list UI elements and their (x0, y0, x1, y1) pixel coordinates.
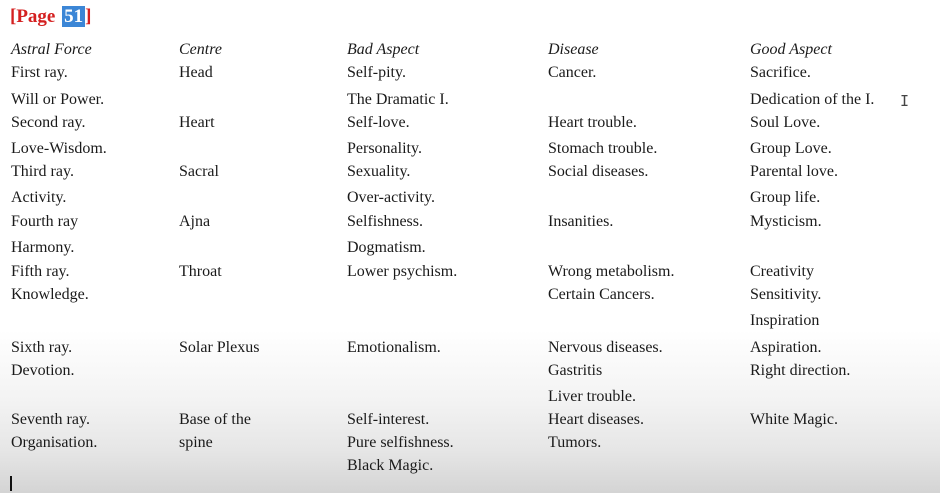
table-cell: Wrong metabolism. (548, 263, 675, 280)
table-cell: Self-pity. (347, 64, 406, 81)
table-cell: Seventh ray. (11, 411, 90, 428)
table-cell: Dogmatism. (347, 239, 426, 256)
table-cell: Group Love. (750, 140, 832, 157)
table-cell: Liver trouble. (548, 388, 636, 405)
page-marker-close: ] (85, 6, 92, 27)
table-cell: Sexuality. (347, 163, 411, 180)
table-cell: Heart (179, 114, 215, 131)
column-header-astral-force: Astral Force (11, 41, 92, 58)
table-cell: Organisation. (11, 434, 98, 451)
table-cell: Fifth ray. (11, 263, 70, 280)
table-cell: Sensitivity. (750, 286, 822, 303)
table-cell: Knowledge. (11, 286, 89, 303)
table-cell: Self-interest. (347, 411, 430, 428)
table-cell: Soul Love. (750, 114, 821, 131)
table-cell: Stomach trouble. (548, 140, 658, 157)
table-cell: Self-love. (347, 114, 410, 131)
table-cell: Fourth ray (11, 213, 79, 230)
page-marker (10, 6, 91, 28)
ibeam-cursor-icon: I (900, 92, 910, 110)
column-header-bad-aspect: Bad Aspect (347, 41, 420, 58)
table-cell: Right direction. (750, 362, 851, 379)
table-cell: Emotionalism. (347, 339, 441, 356)
table-cell: Throat (179, 263, 222, 280)
table-cell: The Dramatic I. (347, 91, 449, 108)
table-cell: Head (179, 64, 213, 81)
table-cell: Black Magic. (347, 457, 434, 474)
table-cell: Aspiration. (750, 339, 822, 356)
table-cell: Lower psychism. (347, 263, 458, 280)
table-cell: Sacral (179, 163, 219, 180)
table-cell: Tumors. (548, 434, 602, 451)
table-cell: Over-activity. (347, 189, 435, 206)
table-cell: Solar Plexus (179, 339, 260, 356)
table-cell: Creativity (750, 263, 814, 280)
table-cell: spine (179, 434, 213, 451)
table-cell: Will or Power. (11, 91, 105, 108)
table-cell: Dedication of the I. (750, 91, 875, 108)
column-header-centre: Centre (179, 41, 222, 58)
table-cell: Gastritis (548, 362, 603, 379)
table-cell: Nervous diseases. (548, 339, 663, 356)
table-cell: White Magic. (750, 411, 838, 428)
table-cell: Heart diseases. (548, 411, 644, 428)
table-cell: Social diseases. (548, 163, 649, 180)
table-cell: Sacrifice. (750, 64, 811, 81)
table-cell: Ajna (179, 213, 211, 230)
table-cell: Personality. (347, 140, 422, 157)
table-cell: Second ray. (11, 114, 86, 131)
table-cell: Parental love. (750, 163, 838, 180)
table-cell: Sixth ray. (11, 339, 73, 356)
table-cell: Devotion. (11, 362, 75, 379)
table-cell: First ray. (11, 64, 68, 81)
table-cell: Activity. (11, 189, 67, 206)
table-cell: Heart trouble. (548, 114, 637, 131)
table-cell: Pure selfishness. (347, 434, 454, 451)
page-number-highlight: 51 (64, 6, 84, 27)
table-cell: Mysticism. (750, 213, 822, 230)
table-cell: Love-Wisdom. (11, 140, 107, 157)
table-cell: Group life. (750, 189, 821, 206)
table-cell: Certain Cancers. (548, 286, 655, 303)
table-cell: Selfishness. (347, 213, 423, 230)
table-cell: Insanities. (548, 213, 614, 230)
page-marker-open: [Page (10, 6, 61, 27)
text-caret (10, 476, 12, 491)
table-cell: Cancer. (548, 64, 597, 81)
table-cell: Third ray. (11, 163, 74, 180)
table-cell: Base of the (179, 411, 251, 428)
column-header-good-aspect: Good Aspect (750, 41, 832, 58)
column-header-disease: Disease (548, 41, 599, 58)
table-cell: Inspiration (750, 312, 820, 329)
table-cell: Harmony. (11, 239, 75, 256)
